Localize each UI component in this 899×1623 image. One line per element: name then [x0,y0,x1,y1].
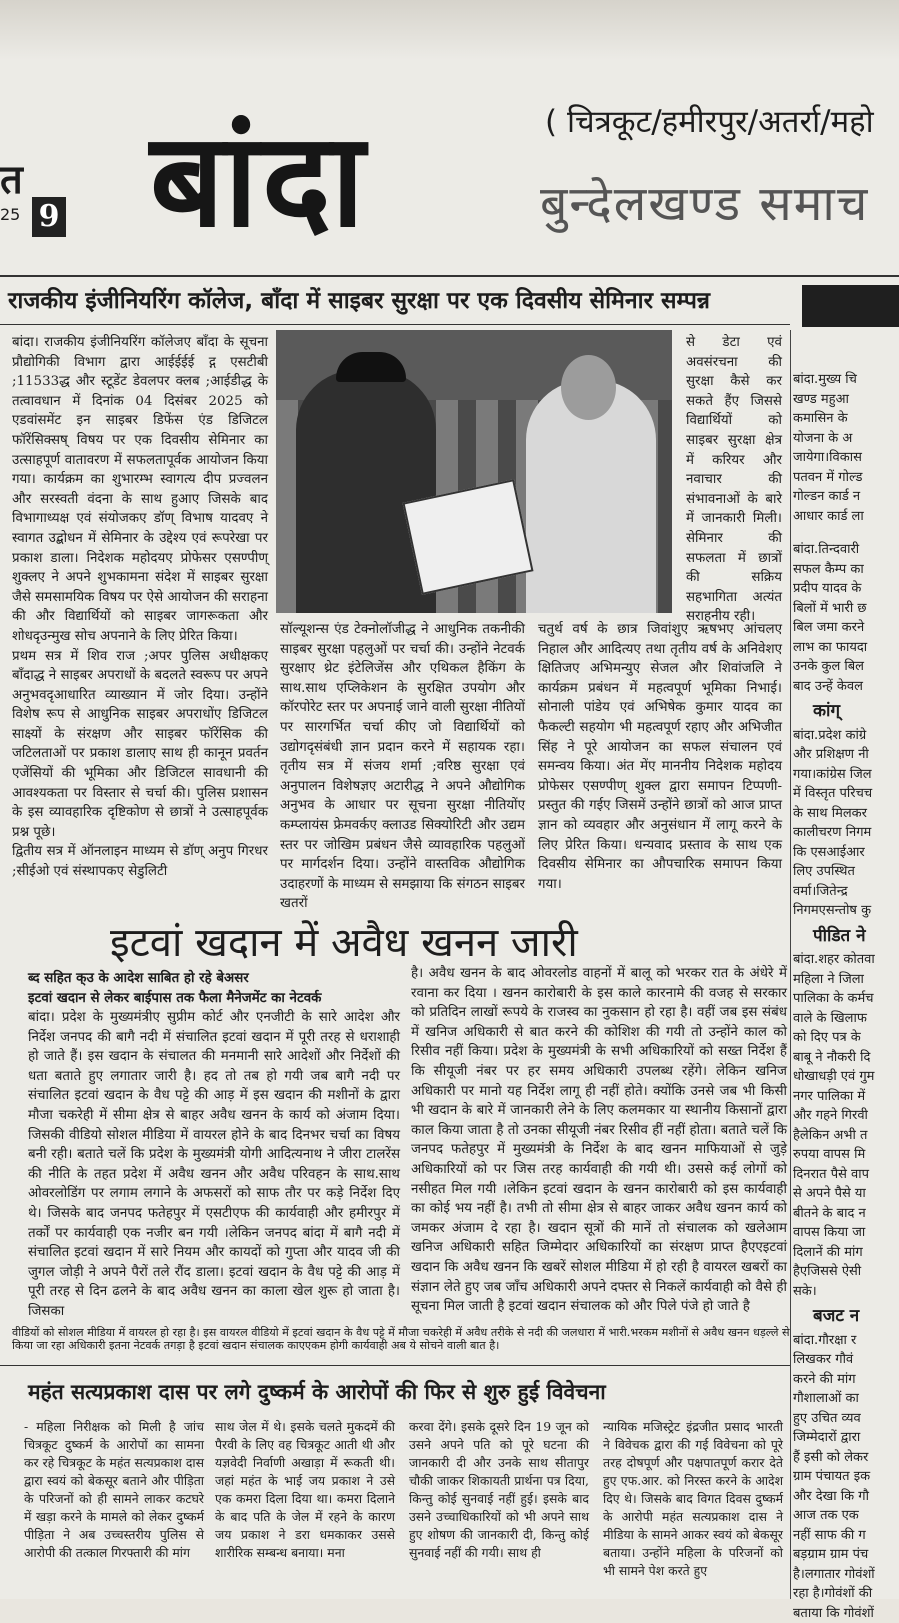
brief-line: वाले के खिलाफ [793,1009,899,1029]
brief-line: हैएजिससे ऐसी [793,1262,899,1282]
brief-5-heading: बजट न [813,1307,899,1327]
masthead-subtitle: ( चित्रकूट/हमीरपुर/अतर्रा/महो [545,100,874,142]
brief-line: में विस्तृत परिचच [793,784,899,804]
brief-line: दिलानें की मांग [793,1243,899,1263]
story3-col4-text: न्यायिक मजिस्ट्रेट इंद्रजीत प्रसाद भारती ने विवेचक द्वारा की गई विवेचना को पूरे तरह दोषपूर्ण और पक्षपातपूर्ण करार देते हुए एफ.आर. को निरस्त करने के आदेश दिए थे। जिसके बाद विगत दिवस दुष्कर्म के आरोपी महंत सत्यप्रकाश दास ने मीडिया के सामने आकर स्वयं को बेकसूर बताया। उन्होंने महिला के परिजनों को भी सामने पेश करते हुए [603,1418,783,1580]
brief-line: महिला ने जिला [793,970,899,990]
brief-4 [793,950,899,1301]
brief-line: हुए उचित व्यव [793,1409,899,1429]
story3-col4 [603,1418,783,1599]
story1-para: बांदा। राजकीय इंजीनियरिंग कॉलेजए बाँदा के सूचना प्रौद्योगिकी विभाग द्वारा आईईईई द्ग एसटीबी ;11533द्ध और स्टूडेंट डेवलपर क्लब ;आईडीद्ध के तत्वावधान में दिनांक 04 दिसंबर 2025 को एडवांसमेंट इन साइबर डिफेंस एंड डिजिटल फॉरेंसिक्सष् विषय पर एक दिवसीय सेमिनार का उत्साहपूर्ण वातावरण में सफलतापूर्वक आयोजन किया गया। कार्यक्रम का शुभारम्भ स्वागत्य दीप प्रज्वलन और सरस्वती वंदना के साथ हुआए जिसके बाद विभागाध्यक्ष एवं संयोजकए डॉण् विभाष यादवए ने स्वागत उद्बोधन में सेमिनार के उद्देश्य एवं रूपरेखा पर प्रकाश डाला। निदेशक महोदयए प्रोफेसर एसण्पीण् शुक्लए ने अपने शुभकामना संदेश में साइबर सुरक्षा जैसे समसामयिक विषय पर ऐसे आयोजन की सराहना की और विद्यार्थियों को साइबर जागरूकता और शोधदृउन्मुख सोच अपनाने के लिए प्रेरित किया। [12,333,268,647]
brief-line: दिनरात पैसे वाप [793,1165,899,1185]
story3-col2 [215,1418,395,1599]
brief-line: बांदा.शहर कोतवा [793,950,899,970]
brief-line: बांदा.गौरक्षा र [793,1331,899,1351]
brief-1 [793,370,899,526]
story2-kicker2: इटवां खदान से लेकर बाईपास तक फैला मैनेजमेंट का नेटवर्क [28,988,321,1006]
brief-line: उनके कुल बिल [793,657,899,677]
story3-col3 [409,1418,589,1599]
seminar-photo [276,330,672,613]
brief-line: निगमएसन्तोष कु [793,901,899,921]
story2-rule [0,1365,790,1366]
brief-line: कालीचरण निगम [793,823,899,843]
brief-line: धोखाधड़ी एवं गुम [793,1067,899,1087]
brief-line: गोल्डन कार्ड न [793,487,899,507]
story2-headline: इटवां खदान में अवैध खनन जारी [110,913,578,968]
brief-line: पतवन में गोल्ड [793,468,899,488]
brief-line: बाद उन्हें केवल [793,677,899,697]
brief-line: ग्राम पंचायत इक [793,1467,899,1487]
story2-kicker1: ब्द सहित क्उ के आदेश साबित हो रहे बेअसर [28,968,249,986]
story1-col3-bottom-text: चतुर्थ वर्ष के छात्र जिवांशुए ऋषभए आंचलए निहाल और आदित्यए तथा तृतीय वर्ष के अनिवेशए क्षितिजए अभिमन्युए सेजल और शिवांजलि ने कार्यक्रम प्रबंधन में महत्वपूर्ण भूमिका निभाई। सोनाली पांडेय एवं अभिषेक कुमार यादव का फैकल्टी सहयोग भी महत्वपूर्ण रहाए और अभिजीत सिंह ने पूरे आयोजन का सफल संचालन एवं समन्वय किया। अंत मेंए माननीय निदेशक महोदय प्रोफेसर एसण्पीण् शुक्ल द्वारा समापन टिप्पणी-प्रस्तुत की गईए जिसमें उन्होंने छात्रों को आज प्राप्त ज्ञान को व्यवहार और अनुसंधान में लागू करने के लिए प्रेरित किया। धन्यवाद प्रस्ताव के साथ एक दिवसीय सेमिनार का औपचारिक समापन किया गया। [538,620,782,894]
page-fold-shadow [0,0,899,60]
story2-right-col [411,964,787,1326]
brief-line: जायेगा।विकास [793,448,899,468]
brief-line: बांदा.तिन्दवारी [793,540,899,560]
brief-line: सके। [793,1282,899,1302]
brief-line: रहा है।गोवंशों की [793,1584,899,1604]
masthead-left-fragment: त [0,150,23,205]
brief-line: खण्ड महुआ [793,390,899,410]
brief-line: से अपने पैसे या [793,1184,899,1204]
brief-2 [793,540,899,696]
story1-col3-top [686,333,782,618]
brief-line: हैलेकिन अभी त [793,1126,899,1146]
brief-line: रुपया वापस मि [793,1145,899,1165]
story1-para: द्वितीय सत्र में ऑनलाइन माध्यम से डॉण् अनुप गिरधर ;सीईओ एवं संस्थापकए सेडुलिटी [12,842,268,881]
brief-line: बिलों में भारी छ [793,599,899,619]
brief-line: हैं इसी को लेकर [793,1448,899,1468]
brief-line: लाभ का फायदा [793,638,899,658]
brief-line: लिए उपस्थित [793,862,899,882]
story2-right-text: है। अवैध खनन के बाद ओवरलोड वाहनों में बालू को भरकर रात के अंधेरे में रवाना कर दिया । खनन कारोबारी के इस काले कारनामे की वजह से सरकार को प्रतिदिन लाखों रूपये के राजस्व का नुकसान हो रहा है। वहीं जब इस संबंध में खनिज अधिकारी से बात करने की कोशिश की गयी तो उन्होंने काल को रिसीव नहीं किया। प्रदेश के मुख्यमंत्री के सभी अधिकारियों को सख्त निर्देश हैं कि सीयूजी नंबर पर हर समय अधिकारी उपलब्ध रहेंगे। लेकिन खनिज अधिकारी पर मानो यह निर्देश लागू ही नहीं होते। क्योंकि उनसे जब भी किसी भी खदान के बारे में जानकारी लेने के लिए कलमकार या स्थानीय किसानों द्वारा काल किया जाता है तो उनका सीयूजी नंबर रिसीव हीं नहीं होता। बताते चलें कि जनपद फतेहपुर में मुख्यमंत्री के निर्देश के बाद खनन माफियाओं से जुड़े अधिकारियों को पर जिस तरह कार्यवाही की गयी थी। उससे कई लोगों को नसीहत मिल गयी ।लेकिन इटवां खदान के खनन कारोबारी को इस कार्यवाही का कोई भय नहीं है। तभी तो सीमा क्षेत्र से बाहर जाकर अवैध खनन कार्य को जमकर अंजाम दे रहा है। खदान सूत्रों की मानें तो संचालक को खलेआम खनिज अधिकारी सहित जिम्मेदार अधिकारियों का संरक्षण प्राप्त हैएएइटवां खदान कि अवैध खनन कि खबरें सोशल मीडिया में हो रही है वायरल खबरों का संज्ञान लेते हुए जब जाँच अधिकारी अपने दफ्तर से निकलें कार्यवाही को वैसे ही सूचना मिल जाती है इटवां खदान संचालक को और पिले पंजे हो जाते है [411,964,787,1317]
story1-col2 [280,620,525,912]
brief-line: जिम्मेदारों द्वारा [793,1428,899,1448]
brief-line: नगर पालिका में [793,1087,899,1107]
brief-3 [793,726,899,921]
brief-line: है।लगातार गोवंशों [793,1565,899,1585]
right-column-divider [790,330,791,1599]
story3-col1 [24,1418,204,1599]
brief-3-heading: कांग् [813,702,899,722]
story3-col2-text: साथ जेल में थे। इसके चलते मुकदमें की पैरवी के लिए वह चित्रकूट आती थी और यज्ञवेदी निर्वाणी अखाड़ा में रूकती थी। जहां महंत के भाई जय प्रकाश ने उसे एक कमरा दिला दिया था। कमरा दिलाने के बाद पति के जेल में रहने के कारण जय प्रकाश ने डरा धमकाकर उससे शारीरिक सम्बन्ध बनाया। मना [215,1418,395,1562]
date-fragment: 25 [0,205,20,224]
story2-left-text: बांदा। प्रदेश के मुख्यमंत्रीए सुप्रीम कोर्ट और एनजीटी के सारे आदेश और निर्देश जनपद की बागै नदी में संचालित इटवां खदान में पूरी तरह से धराशाही हो जाते हैं। इस खदान के संचालत की मनमानी सारे आदेशों और निर्देशों की धता बताते हुए लगातार जारी है। हद तो तब हो गयी जब बागै नदी पर संचालित इटवां खदान के वैध पट्टे की आड़ में इस खदान की मशीनों के द्वारा मौजा चकरेही में सीमा क्षेत्र से बाहर अवैध खनन के कार्य को अंजाम दिया। जिसकी वीडियो सोशल मीडिया में वायरल होने के बाद दिनभर चर्चा का विषय बनी रही। बताते चलें कि प्रदेश के मुख्यमंत्री योगी आदित्यनाथ ने जीरा टालरेंस की नीति के तहत प्रदेश में अवैध खनन और अवैध परिवहन के साथ.साथ ओवरलोडिंग पर लगाम लगाने के अफसरों को साफ तौर पर कड़े निर्देश दिए थे। जिसके बाद जनपद फतेहपुर में एसटीएफ की कार्यवाही और हमीरपुर में तर्कों पर कार्यवाही एक नजीर बन गयी ।लेकिन जनपद बांदा में बागै नदी में संचालित इटवां खदान में सारे नियम और कायदों को गुप्ता और यादव जी की जुगल जोड़ी ने अपने पैरों तले रौंद डाला। इटवां खदान के वैध पट्टे की आड़ में पूरी तरह से दिन ढलने के बाद अवैध खनन का काला खेल शुरू हो जाता है। जिसका [28,1008,400,1322]
brief-line: और प्रशिक्षण नी [793,745,899,765]
brief-4-heading: पीडित ने [813,927,899,947]
photo-police-officer [296,370,436,613]
story1-headline: राजकीय इंजीनियरिंग कॉलेज, बाँदा में साइबर सुरक्षा पर एक दिवसीय सेमिनार सम्पन्न [8,283,710,315]
brief-line: और देखा कि गौ [793,1487,899,1507]
brief-line: गौशालाओं का [793,1389,899,1409]
story2-left-col [28,1008,400,1326]
brief-line: वापस किया जा [793,1223,899,1243]
brief-line: वर्मा।जितेन्द्र [793,882,899,902]
masthead-title: बांदा [150,105,369,255]
story1-col2-text: सॉल्यूशन्स एंड टेक्नोलॉजीद्ध ने आधुनिक तकनीकी साइबर सुरक्षा पहलुओं पर चर्चा की। उन्होंने नेटवर्क सुरक्षाए थ्रेट इंटेलिजेंस और एथिकल हैकिंग के साथ.साथ एप्लिकेशन के सुरक्षित उपयोग और कॉरपोरेट स्तर पर अपनाई जाने वाली सुरक्षा नीतियों पर सारगर्भित चर्चा कीए जो विद्यार्थियों को उद्योगदृसंबंधी ज्ञान प्रदान करने में सहायक रहा।तृतीय सत्र में संजय शर्मा ;वरिष्ठ सुरक्षा एवं अनुपालन विशेषज्ञए अटारीद्ध ने अपने औद्योगिक अनुभव के आधार पर सूचना सुरक्षा नीतियोंए कम्प्लायंस फ्रेमवर्कए क्लाउड सिक्योरिटी और उद्यम स्तर पर जोखिम प्रबंधन जैसे व्यावहारिक पहलुओं पर मार्गदर्शन दिया। उन्होंने वास्तविक औद्योगिक उदाहरणों के माध्यम से समझाया कि संगठन साइबर खतरों [280,620,525,914]
brief-line: गया।कांग्रेस जिल [793,765,899,785]
brief-line: लिखकर गौवं [793,1350,899,1370]
brief-line: कमासिन के [793,409,899,429]
story1-para: प्रथम सत्र में शिव राज ;अपर पुलिस अधीक्षकए बाँदाद्ध ने साइबर अपराधों के बदलते स्वरूप पर अपने अनुभवदृआधारित व्याख्यान में जोर दिया। उन्होंने विशेष रूप से आधुनिक साइबर अपराधोंए डिजिटल साक्ष्यों के संरक्षण और साइबर फॉरेंसिक की जटिलताओं पर प्रकाश डालाए साथ ही कानून प्रवर्तन एजेंसियों की भूमिका और डिजिटल सावधानी की आवश्यकता पर विस्तार से चर्चा की। पुलिस प्रशासन के इस व्यावहारिक दृष्टिकोण से छात्रों ने उत्साहपूर्वक प्रश्न पूछे। [12,647,268,843]
brief-line: बाबू ने नौकरी दि [793,1048,899,1068]
photo-guest-head [561,355,616,420]
story1-col3-bottom [538,620,782,912]
story3-col3-text: करवा देंगे। इसके दूसरे दिन 19 जून को उसने अपने पति को पूरे घटना की जानकारी दी और उनके साथ सीतापुर चौकी जाकर शिकायती प्रार्थना पत्र दिया, किन्तु कोई सुनवाई नहीं हुई। इसके बाद उसने उच्चाधिकारियों को भी अपने साथ हुए शोषण की जानकारी दी, किन्तु कोई सुनवाई नहीं की गयी। साथ ही [409,1418,589,1562]
brief-line: पालिका के कर्मच [793,989,899,1009]
story1-col1 [12,333,268,913]
brief-line: बांदा.प्रदेश कांग्रे [793,726,899,746]
right-news-column [793,370,899,1623]
brief-line: बांदा.मुख्य चि [793,370,899,390]
story2-caption: वीडियों को सोशल मीडिया में वायरल हो रहा है। इस वायरल वीडियो में इटवां खदान के वैध पट्टे में मौजा चकरेही में अवैध तरीके से नदी की जलधारा में भारी.भरकम मशीनों से अवैध खनन धड़ल्ले से किया जा रहा अधिकारी इतना नेटवर्क तगड़ा है इटवां खदान संचालक काएएकम होगी कार्यवाही अब ये सोचने वाली बात है। [12,1327,792,1352]
headline-rule [0,324,790,325]
section-name: बुन्देलखण्ड समाच [540,170,869,235]
brief-line: करने की मांग [793,1370,899,1390]
brief-line: नहीं साफ की ग [793,1526,899,1546]
brief-line: को दिए पत्र के [793,1028,899,1048]
brief-line: बड़ग्राम ग्राम पंच [793,1545,899,1565]
masthead-rule [0,275,899,277]
photo-officer-cap [336,352,406,382]
brief-line: के साथ मिलकर [793,804,899,824]
brief-5 [793,1331,899,1623]
story1-col3-top-text: से डेटा एवं अवसंरचना की सुरक्षा कैसे कर सकते हैंए जिससे विद्यार्थियों को साइबर सुरक्षा क्षेत्र में करियर और नवाचार की संभावनाओं के बारे में जानकारी मिली। सेमिनार की सफलता में छात्रों की सक्रिय सहभागिता अत्यंत सराहनीय रही। [686,333,782,627]
story3-headline: महंत सत्यप्रकाश दास पर लगे दुष्कर्म के आरोपों की फिर से शुरु हुई विवेचना [28,1378,606,1406]
brief-line: कि एसआईआर [793,843,899,863]
brief-line: योजना के अ [793,429,899,449]
black-box [802,285,899,327]
brief-line: सफल कैम्प का [793,560,899,580]
page-number: 9 [32,197,66,237]
brief-line: बीतने के बाद न [793,1204,899,1224]
brief-line: और गहने गिरवी [793,1106,899,1126]
story3-col1-text: - महिला निरीक्षक को मिली है जांच चित्रकूट दुष्कर्म के आरोपों का सामना कर रहे चित्रकूट के महंत सत्यप्रकाश दास द्वारा स्वयं को बेकसूर बताने और पीड़िता के परिजनों को ही सामने लाकर कटघरे में खड़ा करने के मामले को लेकर दुष्कर्म पीड़िता ने अब उच्चस्तरीय पुलिस से आरोपी की तत्काल गिरफ्तारी की मांग [24,1418,204,1562]
brief-line: बताया कि गोवंशों [793,1604,899,1623]
brief-line: बिल जमा करने [793,618,899,638]
brief-line: प्रदीप यादव के [793,579,899,599]
brief-line: आज तक एक [793,1506,899,1526]
brief-line: आधार कार्ड ला [793,507,899,527]
